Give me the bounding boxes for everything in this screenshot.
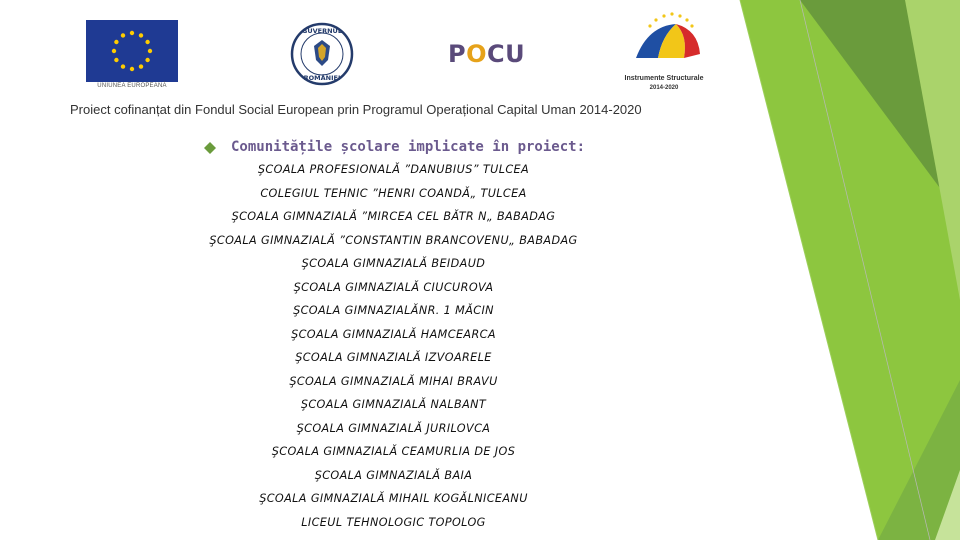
school-item: ŞCOALA GIMNAZIALĂ IZVOARELE [295, 351, 492, 364]
pocu-o: O [466, 40, 487, 68]
instrumente-title: Instrumente Structurale [624, 75, 704, 82]
school-item: ŞCOALA GIMNAZIALĂ NALBANT [300, 398, 487, 411]
school-item: ŞCOALA GIMNAZIALĂ MIHAI BRAVU [289, 374, 498, 388]
school-item: ŞCOALA GIMNAZIALĂNR. 1 MĂCIN [293, 304, 494, 317]
pocu-p: P [448, 40, 467, 68]
pocu-logo [448, 40, 525, 68]
government-seal-icon [290, 22, 354, 86]
diamond-bullet-icon [203, 141, 217, 155]
school-item: ŞCOALA PROFESIONALĂ ”DANUBIUS” TULCEA [257, 163, 530, 176]
government-logo [290, 22, 354, 86]
gov-ring-top-text: GUVERNUL [302, 27, 342, 35]
project-subtitle: Proiect cofinanțat din Fondul Social European prin Programul Operațional Capital Uman 2014-2020 [70, 102, 642, 117]
gov-ring-bottom-text: ROMÂNIEI [303, 74, 341, 82]
eu-caption: UNIUNEA EUROPEANĂ [97, 83, 167, 89]
eu-stars [86, 20, 178, 82]
instrumente-structurale-logo [618, 6, 710, 94]
school-item: ŞCOALA GIMNAZIALĂ CEAMURLIA DE JOS [271, 445, 516, 458]
heading-row [203, 139, 623, 159]
eu-logo [86, 20, 178, 90]
school-item: COLEGIUL TEHNIC ”HENRI COANDĂ„ TULCEA [260, 186, 527, 200]
school-item: ŞCOALA GIMNAZIALĂ HAMCEARCA [291, 327, 496, 341]
school-item: ŞCOALA GIMNAZIALĂ ”MIRCEA CEL BĂTR N„ BABADAG [231, 210, 556, 223]
school-item: ŞCOALA GIMNAZIALĂ MIHAIL KOGĂLNICEANU [259, 492, 528, 505]
school-item: ŞCOALA GIMNAZIALĂ JURILOVCA [296, 421, 491, 435]
school-item: ŞCOALA GIMNAZIALĂ ”CONSTANTIN BRANCOVENU„ BABADAG [209, 233, 578, 247]
pocu-cu: CU [487, 40, 526, 68]
section-heading: Comunitățile școlare implicate în proiect: [231, 139, 586, 155]
school-item: ŞCOALA GIMNAZIALĂ BAIA [314, 468, 473, 482]
school-item: LICEUL TEHNOLOGIC TOPOLOG [301, 515, 486, 529]
instrumente-years: 2014-2020 [649, 85, 679, 91]
school-item: ŞCOALA GIMNAZIALĂ CIUCUROVA [293, 280, 494, 294]
school-item: ŞCOALA GIMNAZIALĂ BEIDAUD [301, 257, 486, 270]
instrumente-structurale-icon [618, 6, 710, 74]
eu-flag-icon [86, 20, 178, 82]
